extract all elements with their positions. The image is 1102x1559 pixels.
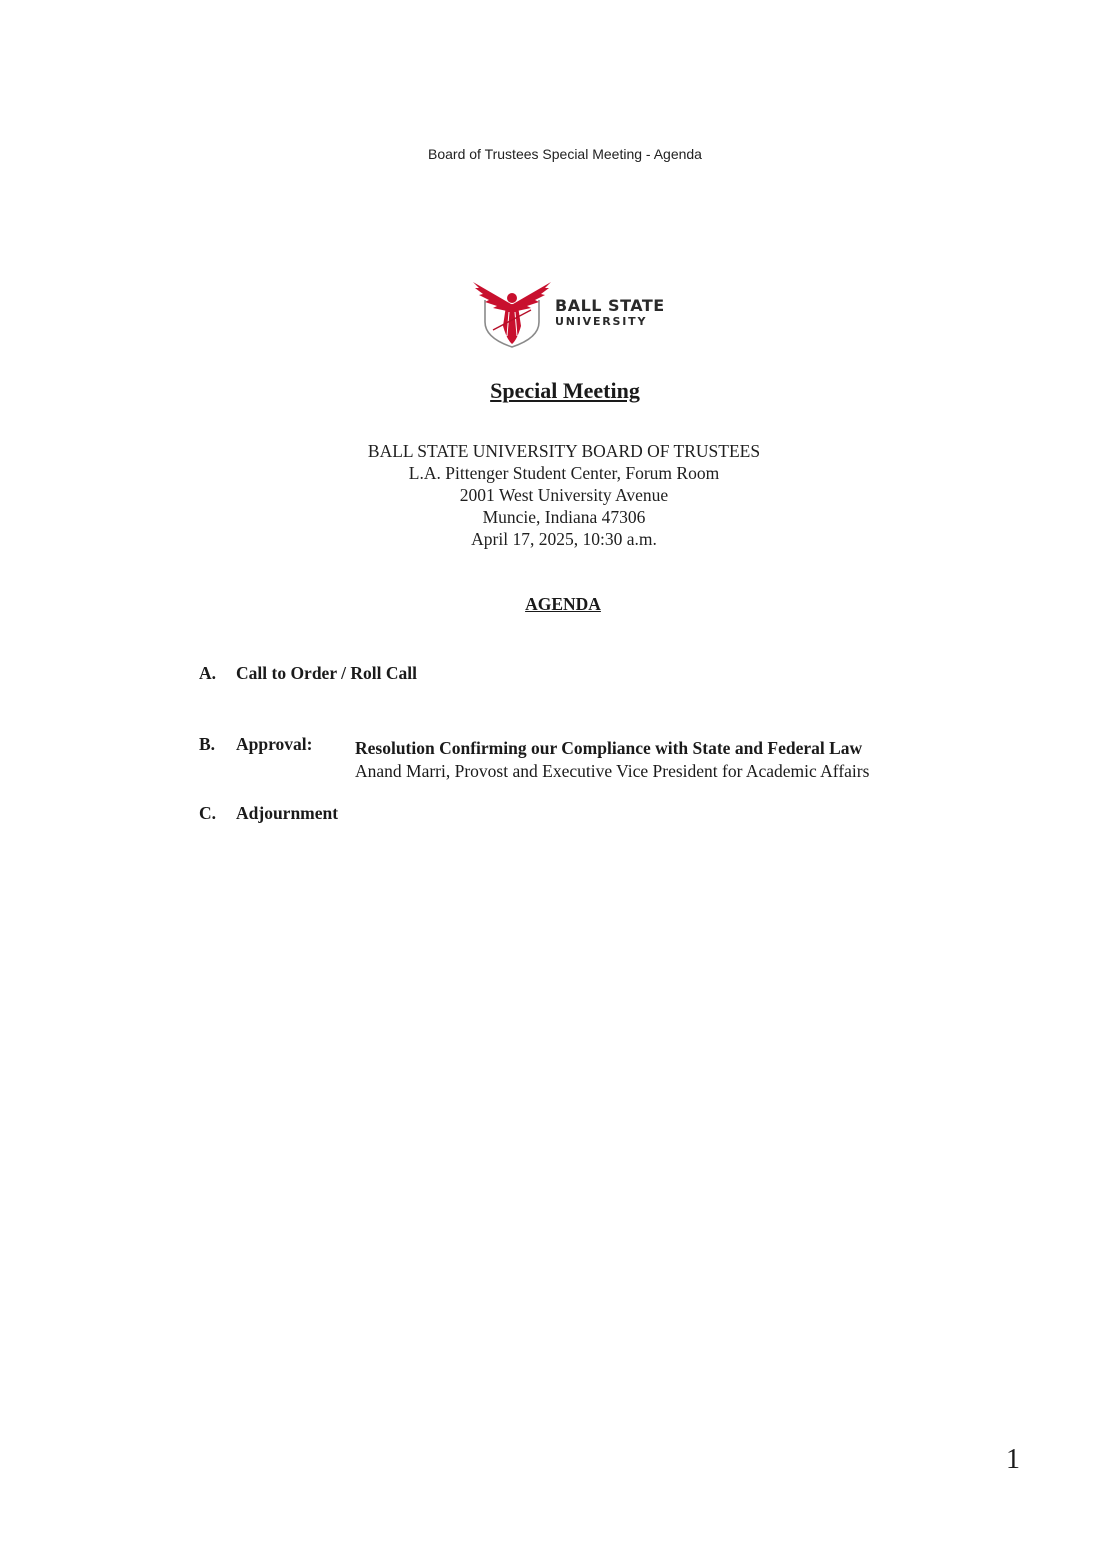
cardinal-beneficence-icon xyxy=(471,280,553,348)
agenda-item-c xyxy=(199,803,338,824)
address-line-street: 2001 West University Avenue xyxy=(459,485,669,505)
page-number: 1 xyxy=(1006,1444,1020,1475)
address-line-city: Muncie, Indiana 47306 xyxy=(482,507,646,527)
meeting-title: Special Meeting xyxy=(490,378,640,403)
agenda-item-a xyxy=(199,663,417,684)
logo-line-university: UNIVERSITY xyxy=(555,315,648,328)
address-line-venue: L.A. Pittenger Student Center, Forum Room xyxy=(408,463,720,483)
agenda-item-letter: B. xyxy=(199,734,216,754)
agenda-item-b-detail xyxy=(355,737,869,783)
agenda-title: AGENDA xyxy=(525,594,601,614)
agenda-item-label: Call to Order / Roll Call xyxy=(236,663,417,683)
ball-state-logo xyxy=(471,280,671,350)
address-block xyxy=(0,440,1102,550)
running-header: Board of Trustees Special Meeting - Agenda xyxy=(428,146,702,162)
agenda-item-letter: A. xyxy=(199,663,217,683)
logo-line-ball-state: BALL STATE xyxy=(555,296,665,315)
address-line-datetime: April 17, 2025, 10:30 a.m. xyxy=(471,529,657,549)
presenter-line: Anand Marri, Provost and Executive Vice President for Academic Affairs xyxy=(355,761,870,781)
logo-wordmark xyxy=(555,298,665,327)
agenda-item-label: Approval: xyxy=(236,734,313,754)
agenda-item-letter: C. xyxy=(199,803,217,823)
agenda-item-label: Adjournment xyxy=(236,803,339,823)
resolution-title: Resolution Confirming our Compliance with State and Federal Law xyxy=(355,738,863,758)
agenda-item-b xyxy=(199,734,354,755)
address-line-board: BALL STATE UNIVERSITY BOARD OF TRUSTEES xyxy=(367,441,761,461)
